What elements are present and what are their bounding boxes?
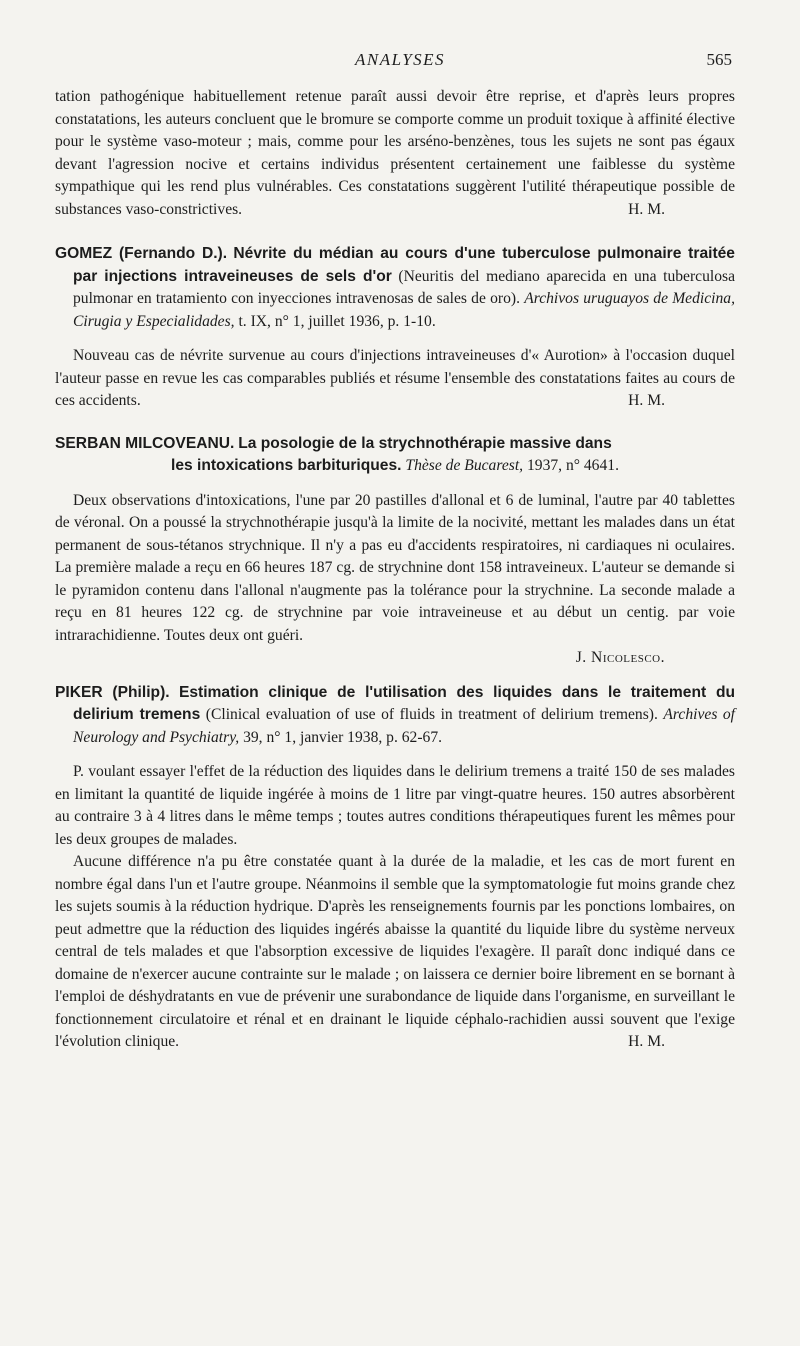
entry-journal: Thèse de Bucarest,: [405, 457, 524, 474]
abstract-entry: [55, 243, 735, 413]
entry-heading-line2: [55, 455, 735, 478]
reviewer-signature: J. Nicolesco.: [575, 649, 665, 666]
entry-summary: Deux observations d'intoxications, l'une par 20 pastilles d'allonal et 6 de luminal, l'autre par 40 tablettes de véronal. On a poussé la strychnothérapie jusqu'à la limite de la nocivité, mettant les malades dans un état permanent de sous-tétanos strychnique. Il n'y a pas eu d'accidents respiratoires, ni cardiaques ni oculaires. La première malade a reçu en 66 heures 187 cg. de strychnine dont 158 intraveineux. L'auteur se demande si le pyramidon contenu dans l'allonal n'augmente pas la tolérance pour la strychnine. La seconde malade a reçu en 81 heures 122 cg. de strychnine par voie intraveineuse et au début un centig. par voie intrarachidienne. Toutes deux ont guéri.: [55, 491, 735, 644]
entry-title: Névrite du médian au cours d'une tuberculose pulmonaire traitée par injections intraveineuses de sels d'or: [73, 245, 735, 285]
entry-citation: t. IX, n° 1, juillet 1936, p. 1-10.: [238, 312, 436, 330]
entry-summary: [55, 345, 735, 413]
abstract-entry: [55, 682, 735, 1054]
entry-summary-text: Aucune différence n'a pu être constatée quant à la durée de la maladie, et les cas de mort furent en nombre égal dans l'un et l'autre groupe. Néanmoins il semble que la symptomatologie fut moins grande chez les sujets soumis à la réduction hydrique. D'après les renseignements fournis par les ponctions lombaires, on peut admettre que la réduction des liquides ingérés abaisse la quantité du liquide libre du système nerveux central de tels malades et que l'absorption excessive de liquides l'exagère. Il paraît donc indiqué dans ce domaine de n'exercer aucune contrainte sur le malade ; on laissera ce dernier boire librement en se bornant à l'emploi de déshydratants en vue de prévenir une surabondance de liquide dans l'organisme, en surveillant le fonctionnement circulatoire et rénal et en drainant le liquide céphalo-rachidien aussi souvent que l'exige l'évolution clinique.: [55, 853, 735, 1050]
entry-title: Estimation clinique de l'utilisation des liquides dans le traitement du delirium tremens: [73, 683, 735, 723]
reviewer-initials: H. M.: [628, 1033, 665, 1050]
running-title: ANALYSES: [354, 50, 446, 69]
entry-heading: [55, 243, 735, 333]
page-header: [0, 48, 800, 74]
entry-heading: [55, 433, 735, 456]
reviewer-initials: H. M.: [628, 392, 665, 409]
page-number: 565: [706, 50, 732, 69]
entry-summary-continued: [55, 851, 735, 1054]
entry-author: GOMEZ (Fernando D.).: [55, 245, 228, 262]
entry-author: SERBAN MILCOVEANU.: [55, 434, 235, 452]
entry-title: La posologie de la strychnothérapie massive dans: [238, 434, 612, 452]
entry-citation: 39, n° 1, janvier 1938, p. 62-67.: [243, 728, 443, 746]
entry-journal: Archivos uruguayos de Medicina, Cirugia y Especialidades,: [73, 290, 735, 330]
abstract-entry: [55, 433, 735, 670]
reviewer-initials: H. M.: [628, 200, 665, 218]
entry-original-title: (Neuritis del mediano aparecida en una tuberculosa pulmonar en tratamiento con inyecciones intravenosas de sales de oro).: [73, 267, 736, 307]
entry-title-continued: les intoxications barbituriques.: [171, 457, 402, 474]
entry-author: PIKER (Philip).: [55, 683, 170, 701]
entry-summary: P. voulant essayer l'effet de la réduction des liquides dans le delirium tremens a traité 150 de ses malades en limitant la quantité de liquide ingérée à moins de 1 litre par vingt-quatre heures. 150 autres absorbèrent au contraire 3 à 4 litres dans le même temps ; toutes autres conditions thérapeutiques furent les mêmes pour les deux groupes de malades.: [55, 763, 735, 848]
entry-heading: [55, 682, 735, 750]
entry-citation: 1937, n° 4641.: [526, 457, 619, 474]
continuation-text: tation pathogénique habituellement retenue paraît aussi devoir être reprise, et d'après leurs propres constatations, les auteurs concluent que le bromure se comporte comme un produit toxique à affinité élective pour le système vaso-moteur ; mais, comme pour les arséno-benzènes, tous les sujets ne sont pas égaux devant l'agression nocive et certains individus présentent certainement une faiblesse du système sympathique qui les rend plus vulnérables. Ces constatations suggèrent l'utilité thérapeutique possible de substances vaso-constrictives.: [55, 88, 735, 218]
entry-original-title: (Clinical evaluation of use of fluids in treatment of delirium tremens).: [205, 706, 658, 723]
entry-journal: Archives of Neurology and Psychiatry,: [73, 706, 736, 746]
article-body: [55, 86, 735, 1054]
entry-summary-text: Nouveau cas de névrite survenue au cours d'injections intraveineuses d'« Aurotion» à l'occasion duquel l'auteur passe en revue les cas comparables publiés et résume l'ensemble des constatations faites au cours de ces accidents.: [55, 347, 735, 409]
continuation-paragraph: [55, 86, 735, 221]
